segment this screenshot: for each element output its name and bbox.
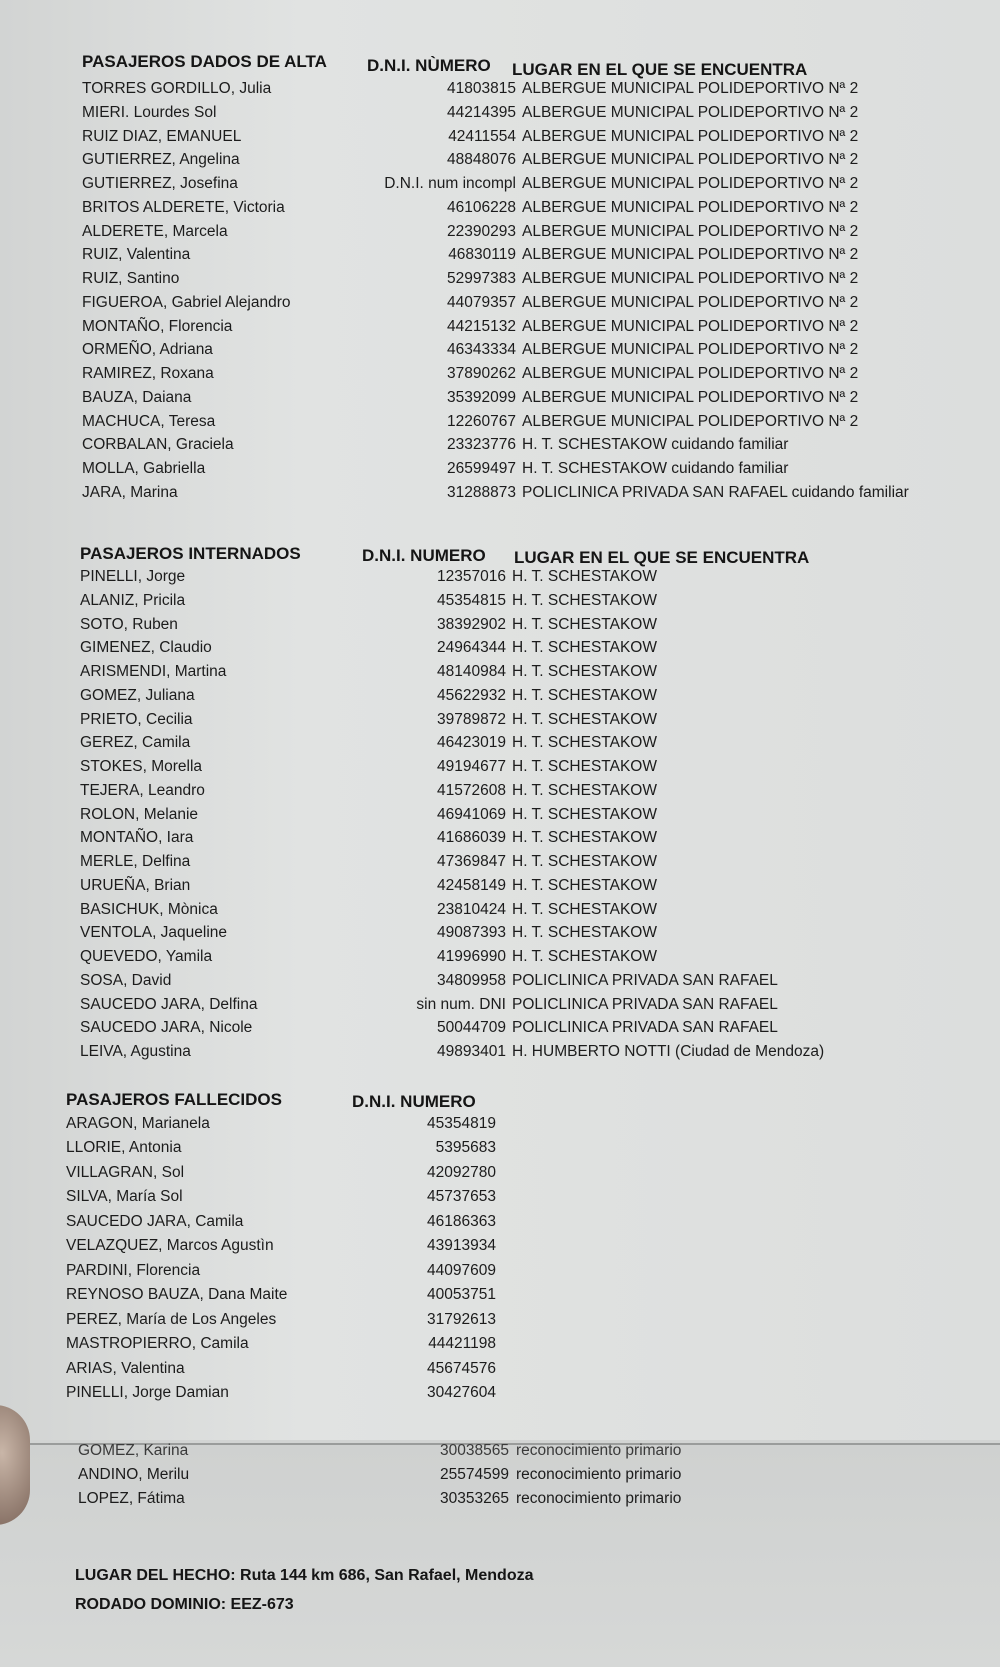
table-row — [80, 663, 980, 686]
dni-number: 49087393 — [437, 924, 506, 942]
location: reconocimiento primario — [516, 1489, 682, 1507]
table-row — [80, 924, 980, 947]
table-row — [66, 1311, 966, 1334]
table-row — [82, 80, 982, 103]
passenger-name: RUIZ, Santino — [82, 270, 180, 287]
passenger-name: SAUCEDO JARA, Nicole — [80, 1019, 253, 1037]
table-row — [80, 616, 980, 639]
passenger-name: PINELLI, Jorge Damian — [66, 1383, 229, 1401]
passenger-name: BAUZA, Daiana — [82, 388, 192, 406]
location: H. T. SCHESTAKOW — [512, 853, 657, 870]
passenger-name: RAMIREZ, Roxana — [82, 365, 214, 382]
passenger-name: MONTAÑO, Florencia — [82, 317, 233, 335]
passenger-name: VILLAGRAN, Sol — [66, 1163, 185, 1181]
table-row — [82, 104, 982, 127]
location: H. T. SCHESTAKOW — [512, 568, 657, 585]
table-row — [80, 853, 980, 876]
location: H. HUMBERTO NOTTI (Ciudad de Mendoza) — [512, 1043, 825, 1060]
location: H. T. SCHESTAKOW — [512, 734, 657, 752]
passenger-name: SOTO, Ruben — [80, 615, 178, 633]
passenger-name: REYNOSO BAUZA, Dana Maite — [66, 1286, 288, 1304]
table-row — [66, 1188, 966, 1211]
passenger-name: PINELLI, Jorge — [80, 568, 186, 585]
passenger-name: MERLE, Delfina — [80, 853, 191, 870]
table-row — [80, 1043, 980, 1066]
dni-number: 30427604 — [427, 1383, 496, 1401]
table-row — [82, 151, 982, 174]
location: ALBERGUE MUNICIPAL POLIDEPORTIVO Nª 2 — [522, 198, 859, 216]
passenger-name: RUIZ DIAZ, EMANUEL — [82, 127, 242, 145]
location: ALBERGUE MUNICIPAL POLIDEPORTIVO Nª 2 — [522, 222, 859, 240]
dni-number: 46186363 — [427, 1212, 496, 1230]
location: H. T. SCHESTAKOW — [512, 663, 657, 680]
table-row — [80, 901, 980, 924]
dni-number: 30353265 — [440, 1489, 509, 1507]
dni-number: 44079357 — [447, 293, 516, 311]
dni-number: 26599497 — [447, 460, 516, 477]
location: POLICLINICA PRIVADA SAN RAFAEL cuidando familiar — [522, 483, 909, 501]
dni-number: 46830119 — [448, 246, 516, 264]
passenger-name: ARAGON, Marianela — [66, 1115, 210, 1132]
passenger-name: PARDINI, Florencia — [66, 1261, 201, 1279]
passenger-name: ALDERETE, Marcela — [82, 222, 228, 240]
table-row — [66, 1213, 966, 1236]
location: ALBERGUE MUNICIPAL POLIDEPORTIVO Nª 2 — [522, 412, 859, 430]
passenger-name: SAUCEDO JARA, Camila — [66, 1212, 244, 1230]
dni-number: 41572608 — [437, 781, 506, 799]
dni-number: 12260767 — [447, 412, 516, 430]
table-row — [78, 1442, 978, 1465]
dni-number: 39789872 — [437, 710, 506, 728]
dni-number: 41803815 — [447, 80, 516, 97]
location: H. T. SCHESTAKOW — [512, 805, 657, 823]
header-name-column: PASAJEROS INTERNADOS — [80, 544, 301, 563]
dni-number: 5395683 — [435, 1139, 496, 1157]
passenger-name: GOMEZ, Karina — [78, 1442, 189, 1459]
location: H. T. SCHESTAKOW — [512, 829, 657, 847]
footer-lugar-del-hecho: LUGAR DEL HECHO: Ruta 144 km 686, San Rafael, Mendoza — [75, 1567, 534, 1584]
table-row — [78, 1490, 978, 1513]
passenger-name: GOMEZ, Juliana — [80, 686, 195, 704]
dni-number: 23810424 — [437, 900, 506, 918]
passenger-name: TEJERA, Leandro — [80, 781, 205, 799]
dni-number: 24964344 — [437, 639, 506, 657]
passenger-name: MOLLA, Gabriella — [82, 460, 206, 477]
table-row — [82, 246, 982, 269]
location: H. T. SCHESTAKOW cuidando familiar — [522, 460, 789, 477]
dni-number: 23323776 — [447, 436, 516, 454]
table-row — [66, 1237, 966, 1260]
passenger-name: ORMEÑO, Adriana — [82, 341, 213, 359]
dni-number: 52997383 — [447, 270, 516, 287]
dni-number: 49893401 — [437, 1043, 506, 1060]
header-location-column: LUGAR EN EL QUE SE ENCUENTRA — [512, 60, 808, 79]
passenger-name: BASICHUK, Mònica — [80, 900, 218, 918]
table-row — [82, 199, 982, 222]
table-row — [66, 1115, 966, 1138]
table-row — [82, 413, 982, 436]
table-row — [80, 948, 980, 971]
header-dni-column: D.N.I. NÙMERO — [367, 56, 491, 75]
table-row — [82, 484, 982, 507]
table-row — [80, 568, 980, 591]
table-row — [82, 341, 982, 364]
location: H. T. SCHESTAKOW — [512, 900, 657, 918]
passenger-name: RUIZ, Valentina — [82, 246, 191, 264]
table-row — [80, 758, 980, 781]
dni-number: 12357016 — [437, 568, 506, 585]
passenger-name: SAUCEDO JARA, Delfina — [80, 995, 258, 1013]
location: H. T. SCHESTAKOW — [512, 781, 657, 799]
dni-number: 48140984 — [437, 663, 506, 680]
dni-number: 46423019 — [437, 734, 506, 752]
passenger-name: CORBALAN, Graciela — [82, 436, 234, 454]
table-row — [66, 1335, 966, 1358]
table-row — [66, 1384, 966, 1407]
passenger-name: TORRES GORDILLO, Julia — [82, 80, 272, 97]
location: H. T. SCHESTAKOW cuidando familiar — [522, 436, 789, 454]
passenger-name: VENTOLA, Jaqueline — [80, 924, 228, 942]
dni-number: 42411554 — [448, 127, 516, 145]
passenger-name: MIERI. Lourdes Sol — [82, 103, 217, 121]
passenger-name: LOPEZ, Fátima — [78, 1489, 185, 1507]
passenger-name: PRIETO, Cecilia — [80, 710, 193, 728]
dni-number: D.N.I. num incompl — [384, 175, 516, 192]
location: ALBERGUE MUNICIPAL POLIDEPORTIVO Nª 2 — [522, 365, 859, 382]
location: ALBERGUE MUNICIPAL POLIDEPORTIVO Nª 2 — [522, 270, 859, 287]
location: reconocimiento primario — [516, 1442, 682, 1459]
table-row — [80, 592, 980, 615]
table-row — [82, 365, 982, 388]
dni-number: 44215132 — [447, 317, 516, 335]
location: ALBERGUE MUNICIPAL POLIDEPORTIVO Nª 2 — [522, 127, 859, 145]
header-dni-column: D.N.I. NUMERO — [362, 546, 486, 565]
passenger-name: ARIAS, Valentina — [66, 1359, 185, 1377]
table-row — [80, 996, 980, 1019]
passenger-name: LEIVA, Agustina — [80, 1043, 191, 1060]
dni-number: 45737653 — [427, 1188, 496, 1206]
table-row — [80, 806, 980, 829]
dni-number: 34809958 — [437, 971, 506, 989]
passenger-name: ANDINO, Merilu — [78, 1465, 190, 1483]
passenger-name: GIMENEZ, Claudio — [80, 639, 212, 657]
dni-number: 41996990 — [437, 948, 506, 965]
dni-number: 44097609 — [427, 1261, 496, 1279]
dni-number: 30038565 — [440, 1442, 509, 1459]
dni-number: 25574599 — [440, 1465, 509, 1483]
passenger-name: ROLON, Melanie — [80, 805, 199, 823]
passenger-name: VELAZQUEZ, Marcos Agustìn — [66, 1237, 274, 1255]
location: H. T. SCHESTAKOW — [512, 758, 657, 775]
passenger-name: SOSA, David — [80, 971, 172, 989]
dni-number: 50044709 — [437, 1019, 506, 1037]
dni-number: 44214395 — [447, 103, 516, 121]
passenger-name: GUTIERREZ, Josefina — [82, 175, 238, 192]
dni-number: 37890262 — [447, 365, 516, 382]
table-row — [82, 175, 982, 198]
dni-number: 35392099 — [447, 388, 516, 406]
passenger-name: SILVA, María Sol — [66, 1188, 183, 1206]
header-name-column: PASAJEROS DADOS DE ALTA — [82, 52, 327, 71]
location: reconocimiento primario — [516, 1465, 682, 1483]
table-row — [82, 128, 982, 151]
passenger-name: GUTIERREZ, Angelina — [82, 151, 240, 169]
table-row — [82, 389, 982, 412]
table-row — [66, 1262, 966, 1285]
dni-number: 31792613 — [427, 1310, 496, 1328]
table-row — [82, 270, 982, 293]
table-row — [82, 223, 982, 246]
passenger-name: ALANIZ, Pricila — [80, 591, 186, 609]
dni-number: 46343334 — [447, 341, 516, 359]
location: ALBERGUE MUNICIPAL POLIDEPORTIVO Nª 2 — [522, 341, 859, 359]
table-row — [80, 711, 980, 734]
location: H. T. SCHESTAKOW — [512, 686, 657, 704]
passenger-name: LLORIE, Antonia — [66, 1139, 182, 1157]
table-row — [66, 1286, 966, 1309]
table-row — [80, 639, 980, 662]
table-row — [82, 294, 982, 317]
finger-thumb — [0, 1405, 30, 1525]
dni-number: 46941069 — [437, 805, 506, 823]
table-row — [66, 1164, 966, 1187]
location: ALBERGUE MUNICIPAL POLIDEPORTIVO Nª 2 — [522, 151, 859, 169]
dni-number: 38392902 — [437, 615, 506, 633]
location: POLICLINICA PRIVADA SAN RAFAEL — [512, 995, 778, 1013]
table-row — [80, 734, 980, 757]
dni-number: 42458149 — [437, 876, 506, 894]
location: H. T. SCHESTAKOW — [512, 615, 657, 633]
dni-number: 45674576 — [427, 1359, 496, 1377]
dni-number: 47369847 — [437, 853, 506, 870]
location: ALBERGUE MUNICIPAL POLIDEPORTIVO Nª 2 — [522, 175, 859, 192]
passenger-name: QUEVEDO, Yamila — [80, 948, 213, 965]
dni-number: 45622932 — [437, 686, 506, 704]
location: ALBERGUE MUNICIPAL POLIDEPORTIVO Nª 2 — [522, 80, 859, 97]
dni-number: 44421198 — [428, 1335, 496, 1353]
table-row — [80, 972, 980, 995]
header-name-column: PASAJEROS FALLECIDOS — [66, 1090, 282, 1109]
location: H. T. SCHESTAKOW — [512, 591, 657, 609]
table-row — [82, 436, 982, 459]
table-row — [66, 1139, 966, 1162]
dni-number: 45354819 — [427, 1115, 496, 1132]
dni-number: 42092780 — [427, 1163, 496, 1181]
location: ALBERGUE MUNICIPAL POLIDEPORTIVO Nª 2 — [522, 103, 859, 121]
dni-number: 40053751 — [427, 1286, 496, 1304]
dni-number: 45354815 — [437, 591, 506, 609]
location: POLICLINICA PRIVADA SAN RAFAEL — [512, 1019, 778, 1037]
table-row — [80, 877, 980, 900]
location: ALBERGUE MUNICIPAL POLIDEPORTIVO Nª 2 — [522, 388, 859, 406]
location: H. T. SCHESTAKOW — [512, 710, 657, 728]
dni-number: 43913934 — [427, 1237, 496, 1255]
dni-number: sin num. DNI — [416, 995, 506, 1013]
passenger-name: FIGUEROA, Gabriel Alejandro — [82, 293, 291, 311]
dni-number: 48848076 — [447, 151, 516, 169]
dni-number: 31288873 — [447, 483, 516, 501]
header-location-column: LUGAR EN EL QUE SE ENCUENTRA — [514, 548, 810, 567]
dni-number: 22390293 — [447, 222, 516, 240]
passenger-name: BRITOS ALDERETE, Victoria — [82, 198, 285, 216]
location: H. T. SCHESTAKOW — [512, 876, 657, 894]
table-row — [78, 1466, 978, 1489]
passenger-name: MONTAÑO, Iara — [80, 829, 194, 847]
footer-rodado-dominio: RODADO DOMINIO: EEZ-673 — [75, 1596, 294, 1613]
passenger-name: STOKES, Morella — [80, 758, 203, 775]
location: ALBERGUE MUNICIPAL POLIDEPORTIVO Nª 2 — [522, 293, 859, 311]
passenger-name: GEREZ, Camila — [80, 734, 191, 752]
passenger-name: PEREZ, María de Los Angeles — [66, 1310, 277, 1328]
table-row — [80, 1019, 980, 1042]
table-row — [82, 318, 982, 341]
dni-number: 41686039 — [437, 829, 506, 847]
table-row — [80, 782, 980, 805]
location: POLICLINICA PRIVADA SAN RAFAEL — [512, 971, 778, 989]
dni-number: 46106228 — [447, 198, 516, 216]
location: H. T. SCHESTAKOW — [512, 948, 657, 965]
location: ALBERGUE MUNICIPAL POLIDEPORTIVO Nª 2 — [522, 246, 859, 264]
passenger-name: MACHUCA, Teresa — [82, 412, 216, 430]
location: H. T. SCHESTAKOW — [512, 924, 657, 942]
passenger-name: URUEÑA, Brian — [80, 876, 191, 894]
passenger-name: ARISMENDI, Martina — [80, 663, 227, 680]
table-row — [82, 460, 982, 483]
table-row — [80, 829, 980, 852]
table-row — [80, 687, 980, 710]
location: ALBERGUE MUNICIPAL POLIDEPORTIVO Nª 2 — [522, 317, 859, 335]
dni-number: 49194677 — [437, 758, 506, 775]
table-row — [66, 1360, 966, 1383]
header-dni-column: D.N.I. NUMERO — [352, 1092, 476, 1111]
passenger-name: MASTROPIERRO, Camila — [66, 1335, 249, 1353]
location: H. T. SCHESTAKOW — [512, 639, 657, 657]
passenger-name: JARA, Marina — [82, 483, 178, 501]
